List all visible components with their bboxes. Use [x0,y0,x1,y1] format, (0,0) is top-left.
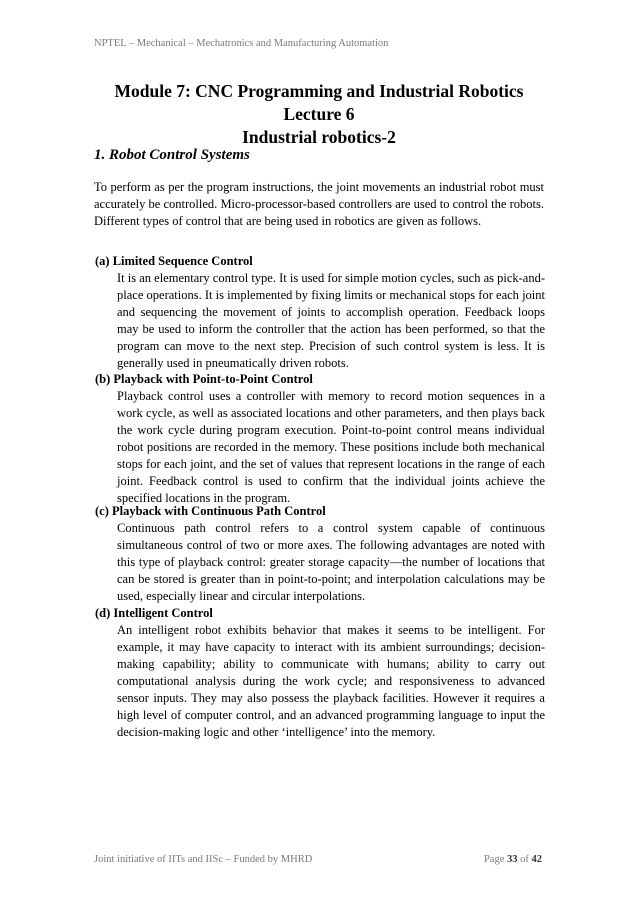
lecture-title: Industrial robotics-2 [242,127,396,147]
list-item-body: Continuous path control refers to a control system capable of continuous simultaneous control of two or more axes. The following advantages are noted with this type of playback control: greater storage capacity—the number of locations that can be stored is greater than in point-to-point; and interpolation calculations may be used, especially linear and circular interpolations. [117,521,545,603]
list-item-title: (b) Playback with Point-to-Point Control [95,372,313,386]
running-header: NPTEL – Mechanical – Mechatronics and Manufacturing Automation [94,38,389,49]
list-item-intelligent-control [95,605,545,741]
page-of: of [517,854,532,865]
module-title: Module 7: CNC Programming and Industrial Robotics [114,81,524,101]
page-prefix: Page [483,854,507,865]
page-number [484,854,542,865]
list-item-body: Playback control uses a controller with memory to record motion sequences in a work cycle, as well as associated locations and other parameters, and then plays back the work cycle during program execution. Point-to-point control means individual robot positions are recorded in the memory. These positions include both mechanical stops for each joint, and the set of values that represent locations in the range of each joint. Feedback control is used to confirm that the individual joints achieve the specified locations in the program. [117,389,545,505]
list-item-limited-sequence-control [95,253,545,372]
list-item-body: An intelligent robot exhibits behavior that makes it seems to be intelligent. For example, it may have capacity to interact with its ambient surroundings; decision-making capability; ability to communicate with humans; ability to carry out computational analysis during the work cycle; and responsiveness to advanced sensor inputs. They may also possess the playback facilities. However it requires a high level of computer control, and an advanced programming language to input the decision-making logic and other ‘intelligence’ into the memory. [117,623,545,739]
list-item-body: It is an elementary control type. It is used for simple motion cycles, such as pick-and-place operations. It is implemented by fixing limits or mechanical stops for each joint and sequencing the movement of joints to accomplish operation. Feedback loops may be used to inform the controller that the action has been performed, so that the program can move to the next step. Precision of such control system is less. It is generally used in pneumatically driven robots. [117,271,546,370]
footer-credit: Joint initiative of IITs and IISc – Funded by MHRD [94,854,313,865]
document-title [0,80,638,149]
lecture-number: Lecture 6 [283,104,355,124]
list-item-title: (c) Playback with Continuous Path Control [95,504,326,518]
section-heading: 1. Robot Control Systems [94,147,250,163]
page-total: 42 [531,854,542,865]
list-item-title: (a) Limited Sequence Control [95,254,253,268]
list-item-title: (d) Intelligent Control [95,606,213,620]
list-item-point-to-point-control [95,371,545,507]
list-item-continuous-path-control [95,503,545,605]
intro-paragraph: To perform as per the program instructions, the joint movements an industrial robot must accurately be controlled. Micro-processor-based controllers are used to control the robots. Different types of control that are being used in robotics are given as follows. [94,180,544,228]
page-current: 33 [507,854,518,865]
